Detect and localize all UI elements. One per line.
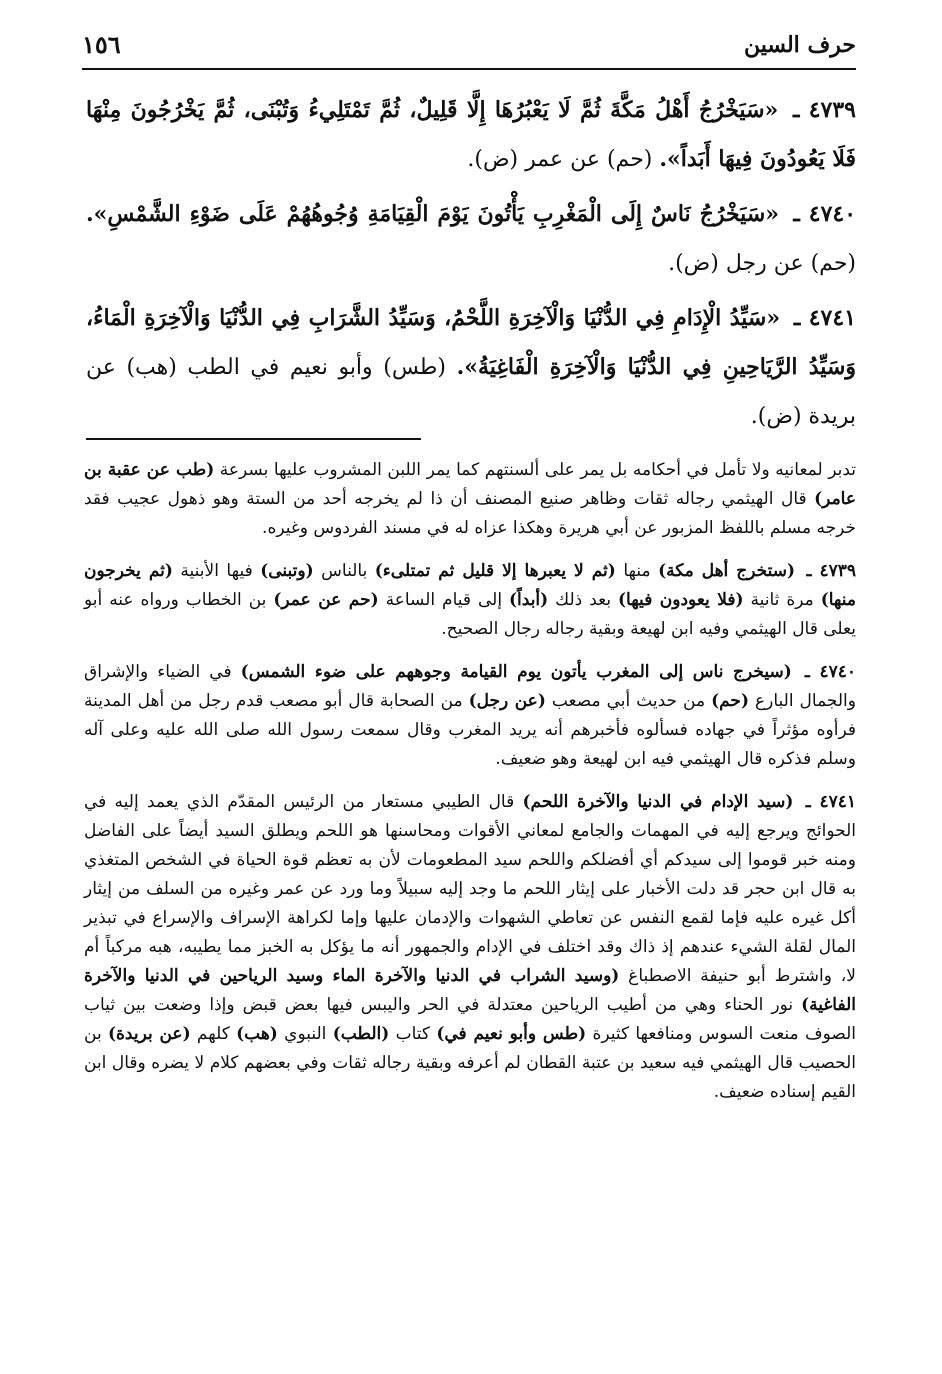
commentary-quoted-phrase: (طس وأبو نعيم في) (436, 1024, 587, 1044)
commentary-quoted-phrase: (هب) (236, 1024, 278, 1044)
commentary-quoted-phrase: (ثم لا يعبرها إلا قليل ثم تمتلىء) (374, 561, 616, 581)
commentary-text: إلى قيام الساعة (378, 590, 509, 610)
commentary-paragraph (84, 658, 856, 774)
commentary-quoted-phrase: (فلا يعودون فيها) (618, 590, 744, 610)
commentary-quoted-phrase: (أبداً) (509, 590, 549, 610)
commentary-text: بالناس (313, 561, 375, 581)
commentary-text: تدبر لمعانيه ولا تأمل في أحكامه بل يمر على ألسنتهم كما يمر اللبن المشروب عليها بسرعة (214, 460, 856, 480)
hadith-source: (حم) عن عمر (ض). (467, 147, 653, 172)
hadith-text: «سَيَخْرُجُ نَاسٌ إِلَى الْمَغْرِبِ يَأْتُونَ يَوْمَ الْقِيَامَةِ وُجُوهُهُمْ عَلَى ضَوْءِ الشَّمْسِ». (86, 201, 780, 227)
commentary-quoted-phrase: (سيد الإدام في الدنيا والآخرة اللحم) (522, 792, 794, 812)
commentary-text: كتاب (389, 1024, 437, 1044)
commentary-text: فيها الأبنية (172, 561, 261, 581)
hadith-text-section (86, 86, 856, 447)
commentary-number: ٤٧٣٩ ـ (806, 561, 857, 581)
commentary-number: ٤٧٤١ ـ (805, 792, 857, 812)
commentary-quoted-phrase: (ثم يخرجون منها) (84, 561, 856, 610)
running-header (82, 28, 856, 70)
chapter-title: حرف السين (730, 32, 856, 58)
page-number: ١٥٦ (82, 30, 133, 59)
hadith-entry (86, 294, 856, 441)
hadith-number: ٤٧٤١ ـ (793, 305, 856, 331)
commentary-text: من حديث أبي مصعب (545, 691, 712, 711)
commentary-paragraph (84, 557, 856, 644)
commentary-text: بن الخطاب ورواه عنه أبو يعلى قال الهيثمي وفيه ابن لهيعة وبقية رجاله رجال الصحيح. (84, 590, 856, 639)
commentary-paragraph (84, 788, 856, 1107)
commentary-quoted-phrase: (وسيد الشراب في الدنيا والآخرة الماء وسيد الرياحين في الدنيا والآخرة الفاغية) (84, 966, 856, 1015)
hadith-number: ٤٧٣٩ ـ (792, 97, 856, 123)
commentary-section (84, 456, 856, 1121)
footnote-divider (86, 438, 421, 440)
commentary-number: ٤٧٤٠ ـ (804, 662, 857, 682)
commentary-quoted-phrase: (سيخرج ناس إلى المغرب يأتون يوم القيامة وجوههم على ضوء الشمس) (240, 662, 792, 682)
commentary-text: مرة ثانية (743, 590, 821, 610)
hadith-source: (حم) عن رجل (ض). (668, 251, 856, 276)
commentary-quoted-phrase: (طب عن عقبة بن عامر) (84, 460, 856, 509)
commentary-text: بعد ذلك (548, 590, 618, 610)
commentary-text: قال الطيبي مستعار من الرئيس المقدّم الذي يعمد إليه في الحوائج ويرجع إليه في المهمات والجامع لمعاني الأقوات ومحاسنها هو اللحم ويطلق السيد أيضاً على الفاضل ومنه خبر قوموا إلى سيدكم أي أفضلكم واللحم سيد المطعومات لأن به تعظم قوة الحياة في الشخص المتغذي به قال ابن حجر قد دلت الأخبار على إيثار اللحم ما وجد إليه سبيلاً وما ورد عن عمر وغيره من السلف من إيثار أكل غيره عليه فإما لقمع النفس عن تعاطي الشهوات والإدمان عليها وإما لكراهة الإسراف والإسراع في تبذير المال لقلة الشيء عندهم إذ ذاك وقد اختلف في الإدام والجمهور أنه ما يؤكل به الخبز مما يطيبه، هبه مركباً أم لا، واشترط أبو حنيفة الاصطباغ (84, 792, 856, 986)
commentary-text: بن الحصيب قال الهيثمي فيه سعيد بن عتبة القطان لم أعرفه وبقية رجاله ثقات وفي بعضهم كلام لا يضره وقال ابن القيم إسناده ضعيف. (84, 1024, 856, 1102)
commentary-text: نور الحناء وهي من أطيب الرياحين معتدلة في الحر واليبس فيها بعض قبض وإذا وضعت بين ثياب الصوف منعت السوس ومنافعها كثيرة (84, 995, 857, 1044)
commentary-paragraph (84, 456, 856, 543)
commentary-quoted-phrase: (ستخرج أهل مكة) (658, 561, 796, 581)
commentary-quoted-phrase: (حم عن عمر) (273, 590, 379, 610)
commentary-quoted-phrase: (عن بريدة) (107, 1024, 191, 1044)
commentary-quoted-phrase: (الطب) (332, 1024, 390, 1044)
commentary-text: من الصحابة قال أبو مصعب قدم رجل من أهل المدينة فرأوه مؤثراً في جهاده فسألوه فأخبرهم أنه يريد المغرب وقال سمعت رسول الله صلى الله عليه وعلى آله وسلم فذكره قال الهيثمي فيه ابن لهيعة وهو ضعيف. (84, 691, 856, 769)
commentary-text: قال الهيثمي رجاله ثقات وظاهر صنيع المصنف أن ذا لم يخرجه أحد من الستة وهو ذهول عجيب فقد خرجه مسلم باللفظ المزبور عن أبي هريرة وهكذا عزاه له في مسند الفردوس وغيره. (84, 489, 856, 538)
commentary-quoted-phrase: (وتبنى) (260, 561, 314, 581)
commentary-text: النبوي (277, 1024, 333, 1044)
commentary-text: كلهم (190, 1024, 237, 1044)
commentary-text: منها (615, 561, 659, 581)
hadith-text: «سَيِّدُ الْإِدَامِ فِي الدُّنْيَا وَالْآخِرَةِ اللَّحْمُ، وَسَيِّدُ الشَّرَابِ فِي الدُّنْيَا وَالْآخِرَةِ الْمَاءُ، وَسَيِّدُ الرَّيَاحِينِ فِي الدُّنْيَا وَالْآخِرَةِ الْفَاغِيَةُ». (86, 305, 856, 380)
hadith-entry (86, 86, 856, 184)
hadith-text: «سَيَخْرُجُ أَهْلُ مَكَّةَ ثُمَّ لَا يَعْبُرُهَا إِلَّا قَلِيلٌ، ثُمَّ تَمْتَلِيءُ وَتُبْنَى، ثُمَّ يَخْرُجُونَ مِنْهَا فَلَا يَعُودُونَ فِيهَا أَبَداً». (86, 97, 856, 172)
commentary-quoted-phrase: (عن رجل) (468, 691, 546, 711)
commentary-quoted-phrase: (حم) (711, 691, 749, 711)
commentary-text: في الضياء والإشراق والجمال البارع (84, 662, 856, 711)
hadith-source: (طس) وأبو نعيم في الطب (هب) عن بريدة (ض). (86, 355, 856, 429)
hadith-entry (86, 190, 856, 288)
hadith-number: ٤٧٤٠ ـ (793, 201, 857, 227)
